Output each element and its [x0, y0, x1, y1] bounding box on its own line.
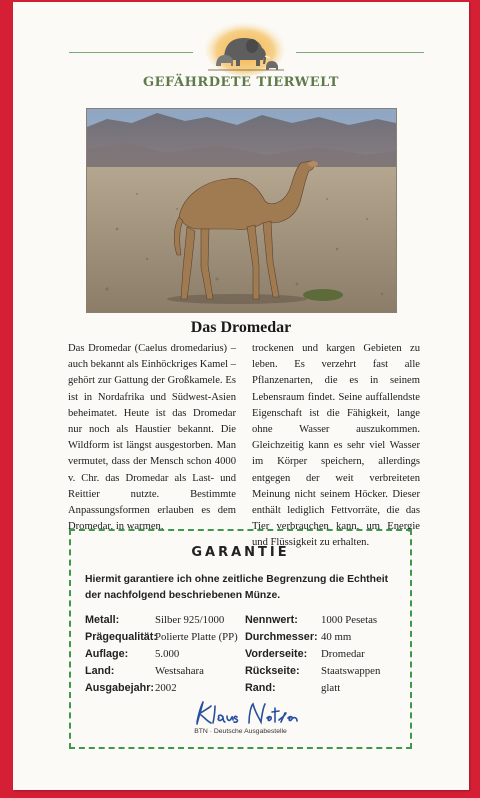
article-body — [68, 341, 421, 549]
spec-label: Vorderseite: — [245, 648, 308, 660]
spec-label: Rückseite: — [245, 665, 300, 677]
spec-value: Westsahara — [155, 665, 204, 677]
spec-label: Land: — [85, 665, 115, 677]
spec-row — [245, 680, 405, 697]
spec-column-right — [245, 612, 405, 697]
issuer-line: BTN · Deutsche Ausgabestelle — [194, 728, 287, 735]
spec-row — [85, 680, 245, 697]
spec-label: Ausgabejahr: — [85, 682, 154, 694]
spec-row — [245, 629, 405, 646]
certificate-card — [13, 2, 469, 790]
spec-label: Prägequalität: — [85, 631, 157, 643]
spec-label: Metall: — [85, 614, 120, 626]
spec-column-left — [85, 612, 245, 697]
spec-value: Dromedar — [321, 648, 365, 660]
spec-label: Rand: — [245, 682, 276, 694]
spec-label: Auflage: — [85, 648, 129, 660]
spec-value: 2002 — [155, 682, 177, 694]
spec-row — [85, 646, 245, 663]
spec-value: 5.000 — [155, 648, 180, 660]
spec-row — [85, 663, 245, 680]
spec-value: Staatswappen — [321, 665, 381, 677]
header-rule-left — [69, 52, 193, 53]
spec-label: Nennwert: — [245, 614, 298, 626]
spec-row — [85, 629, 245, 646]
guarantee-statement: Hiermit garantiere ich ohne zeitliche Begrenzung die Echtheit der nachfolgend beschriebenen Münze. — [85, 574, 389, 601]
spec-value: Polierte Platte (PP) — [155, 631, 238, 643]
spec-value: Silber 925/1000 — [155, 614, 225, 626]
spec-row — [245, 612, 405, 629]
guarantee-heading: GARANTIE — [191, 545, 290, 560]
elephant-family-logo — [194, 16, 296, 76]
spec-label: Durchmesser: — [245, 631, 318, 643]
guarantee-box — [69, 529, 412, 749]
spec-row — [245, 663, 405, 680]
series-title: GEFÄHRDETE TIERWELT — [143, 75, 339, 90]
dromedary-camel-photo — [86, 108, 397, 313]
header-rule-right — [296, 52, 424, 53]
spec-value: glatt — [321, 682, 341, 694]
coin-specifications — [85, 612, 405, 697]
article-title: Das Dromedar — [190, 319, 292, 336]
article-column-left: Das Dromedar (Caelus dromedarius) – auch bekannt als Einhöckriges Kamel – gehört zur Gattung der Großkamele. Es ist in Nordafrika und Südwest-Asien beheimatet. Heute ist das Dromedar nur noch als Haustier bekannt. Die Wildform ist längst ausgestorben. Man vermutet, dass der Mensch schon 4000 v. Chr. das Dromedar als Last- und Reittier nutzte. Bestimmte Anpassungsformen erlauben es dem Dromedar, in warmen, — [68, 343, 236, 533]
handwritten-signature — [189, 698, 299, 728]
spec-value: 40 mm — [321, 631, 352, 643]
spec-row — [85, 612, 245, 629]
spec-value: 1000 Pesetas — [321, 614, 378, 626]
article-column-right: trockenen und kargen Gebieten zu leben. Es verzehrt fast alle Pflanzenarten, die es in seinem Lebensraum findet. Seine auffallendste Eigenschaft ist die Fähigkeit, lange ohne Wasser auszukommen. Gleichzeitig kann es sehr viel Wasser im Körper speichern, allerdings entgegen der weit verbreiteten Meinung nicht seinem Höcker. Dieser enthält lediglich Fettvorräte, die das Tier verbrauchen kann, um Energie und Flüssigkeit zu erhalten. — [252, 343, 420, 549]
spec-row — [245, 646, 405, 663]
